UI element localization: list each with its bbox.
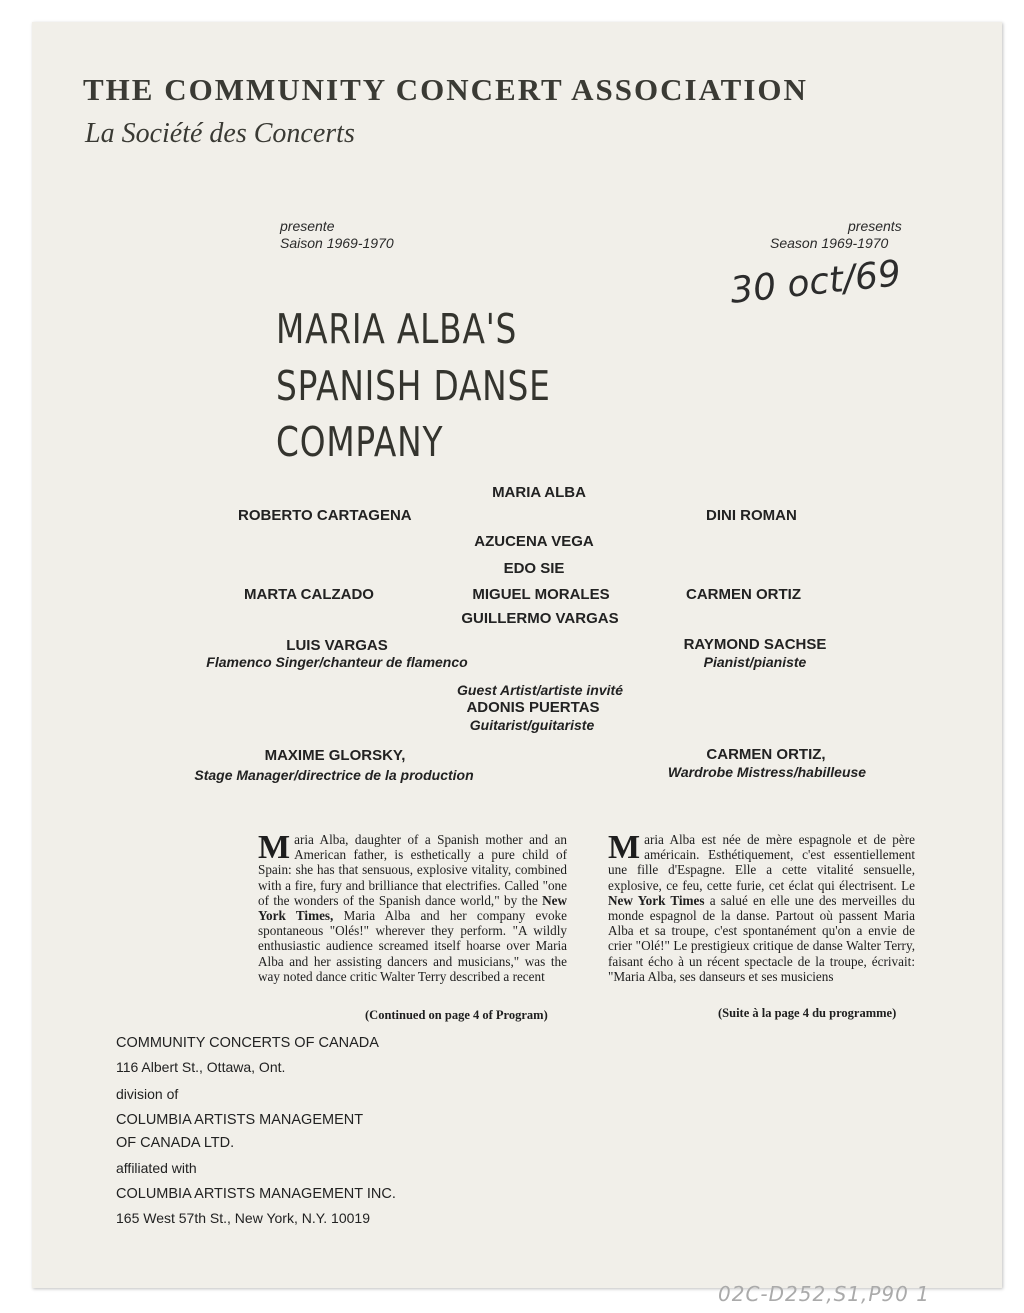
cast-azucena-vega: AZUCENA VEGA	[474, 533, 594, 550]
address-line-2: 116 Albert St., Ottawa, Ont.	[116, 1059, 286, 1075]
season-value-en: Season 1969-1970	[770, 235, 889, 251]
company-title-line2: SPANISH DANSE	[276, 362, 551, 410]
cast-marta-calzado: MARTA CALZADO	[244, 586, 374, 603]
organization-title: THE COMMUNITY CONCERT ASSOCIATION	[83, 72, 808, 107]
crew-carmen-role: Wardrobe Mistress/habilleuse	[667, 764, 867, 780]
crew-carmen-ortiz: CARMEN ORTIZ,	[706, 746, 826, 763]
season-value-fr: Saison 1969-1970	[280, 235, 394, 251]
crew-raymond-role: Pianist/pianiste	[703, 654, 807, 670]
address-line-8: 165 West 57th St., New York, N.Y. 10019	[116, 1210, 370, 1226]
season-label-fr: presente	[280, 218, 335, 234]
bio-french-continued: (Suite à la page 4 du programme)	[718, 1006, 897, 1020]
archive-reference: 02C-D252,S1,P90 1	[718, 1282, 930, 1306]
bio-french: Maria Alba est née de mère espagnole et de père américain. Esthétiquement, c'est essentiellement une fille d'Espagne. Elle a cette vitalité sensuelle, explosive, ce feu, cette furie, cet éclat qui électrisent. Le New York Times a salué en elle une des merveilles du monde espagnol de la danse. Partout où passent Maria Alba et sa troupe, c'est spontanément qu'on a envie de crier "Olé!" Le prestigieux critique de danse Walter Terry, faisant écho à un récent spectacle de la troupe, écrivait: "Maria Alba, ses danseurs et ses musiciens	[608, 829, 915, 984]
address-line-4: COLUMBIA ARTISTS MANAGEMENT	[116, 1112, 364, 1128]
bio-english-continued: (Continued on page 4 of Program)	[365, 1008, 548, 1022]
address-line-6: affiliated with	[116, 1160, 197, 1176]
crew-maxime-role: Stage Manager/directrice de la production	[194, 767, 474, 783]
company-title-line3: COMPANY	[276, 418, 444, 466]
cast-miguel-morales: MIGUEL MORALES	[472, 586, 610, 603]
crew-maxime-glorsky: MAXIME GLORSKY,	[264, 747, 406, 764]
cast-guillermo-vargas: GUILLERMO VARGAS	[461, 610, 619, 627]
newspaper-name-fr: New York Times	[608, 892, 705, 908]
address-line-1: COMMUNITY CONCERTS OF CANADA	[116, 1035, 379, 1051]
crew-luis-role: Flamenco Singer/chanteur de flamenco	[206, 654, 468, 670]
bio-french-dropcap: M	[608, 829, 641, 866]
cast-edo-sie: EDO SIE	[503, 560, 565, 577]
address-line-5: OF CANADA LTD.	[116, 1135, 235, 1151]
bio-english-dropcap: M	[258, 829, 291, 866]
crew-adonis-role: Guitarist/guitariste	[469, 717, 595, 733]
handwritten-date: 30 oct/69	[728, 253, 903, 312]
bio-english: Maria Alba, daughter of a Spanish mother and an American father, is esthetically a pure child of Spain: she has that sensuous, explosive vitality, combined with a fire, fury and brilliance that electrifies. Called "one of the wonders of the Spanish dance world," by the New York Times, Maria Alba and her company evoke spontaneous "Olés!" wherever they perform. "A wildly enthusiastic audience screamed itself hoarse over Maria Alba and her assisting dancers and musicians," was the way noted dance critic Walter Terry described a recent	[258, 829, 567, 984]
guest-artist-label: Guest Artist/artiste invité	[457, 682, 623, 698]
address-line-7: COLUMBIA ARTISTS MANAGEMENT INC.	[116, 1186, 396, 1202]
cast-dini-roman: DINI ROMAN	[706, 507, 797, 524]
company-title-line1: MARIA ALBA'S	[276, 305, 518, 353]
crew-luis-vargas: LUIS VARGAS	[286, 637, 388, 654]
address-line-3: division of	[116, 1086, 179, 1102]
cast-maria-alba: MARIA ALBA	[492, 484, 586, 501]
newspaper-name: New York Times,	[258, 892, 567, 924]
cast-carmen-ortiz: CARMEN ORTIZ	[686, 586, 801, 603]
crew-raymond-sachse: RAYMOND SACHSE	[683, 636, 827, 653]
crew-adonis-puertas: ADONIS PUERTAS	[466, 699, 600, 716]
season-label-en: presents	[848, 218, 902, 234]
cast-roberto-cartagena: ROBERTO CARTAGENA	[238, 507, 412, 524]
organization-subtitle: La Société des Concerts	[85, 118, 355, 149]
